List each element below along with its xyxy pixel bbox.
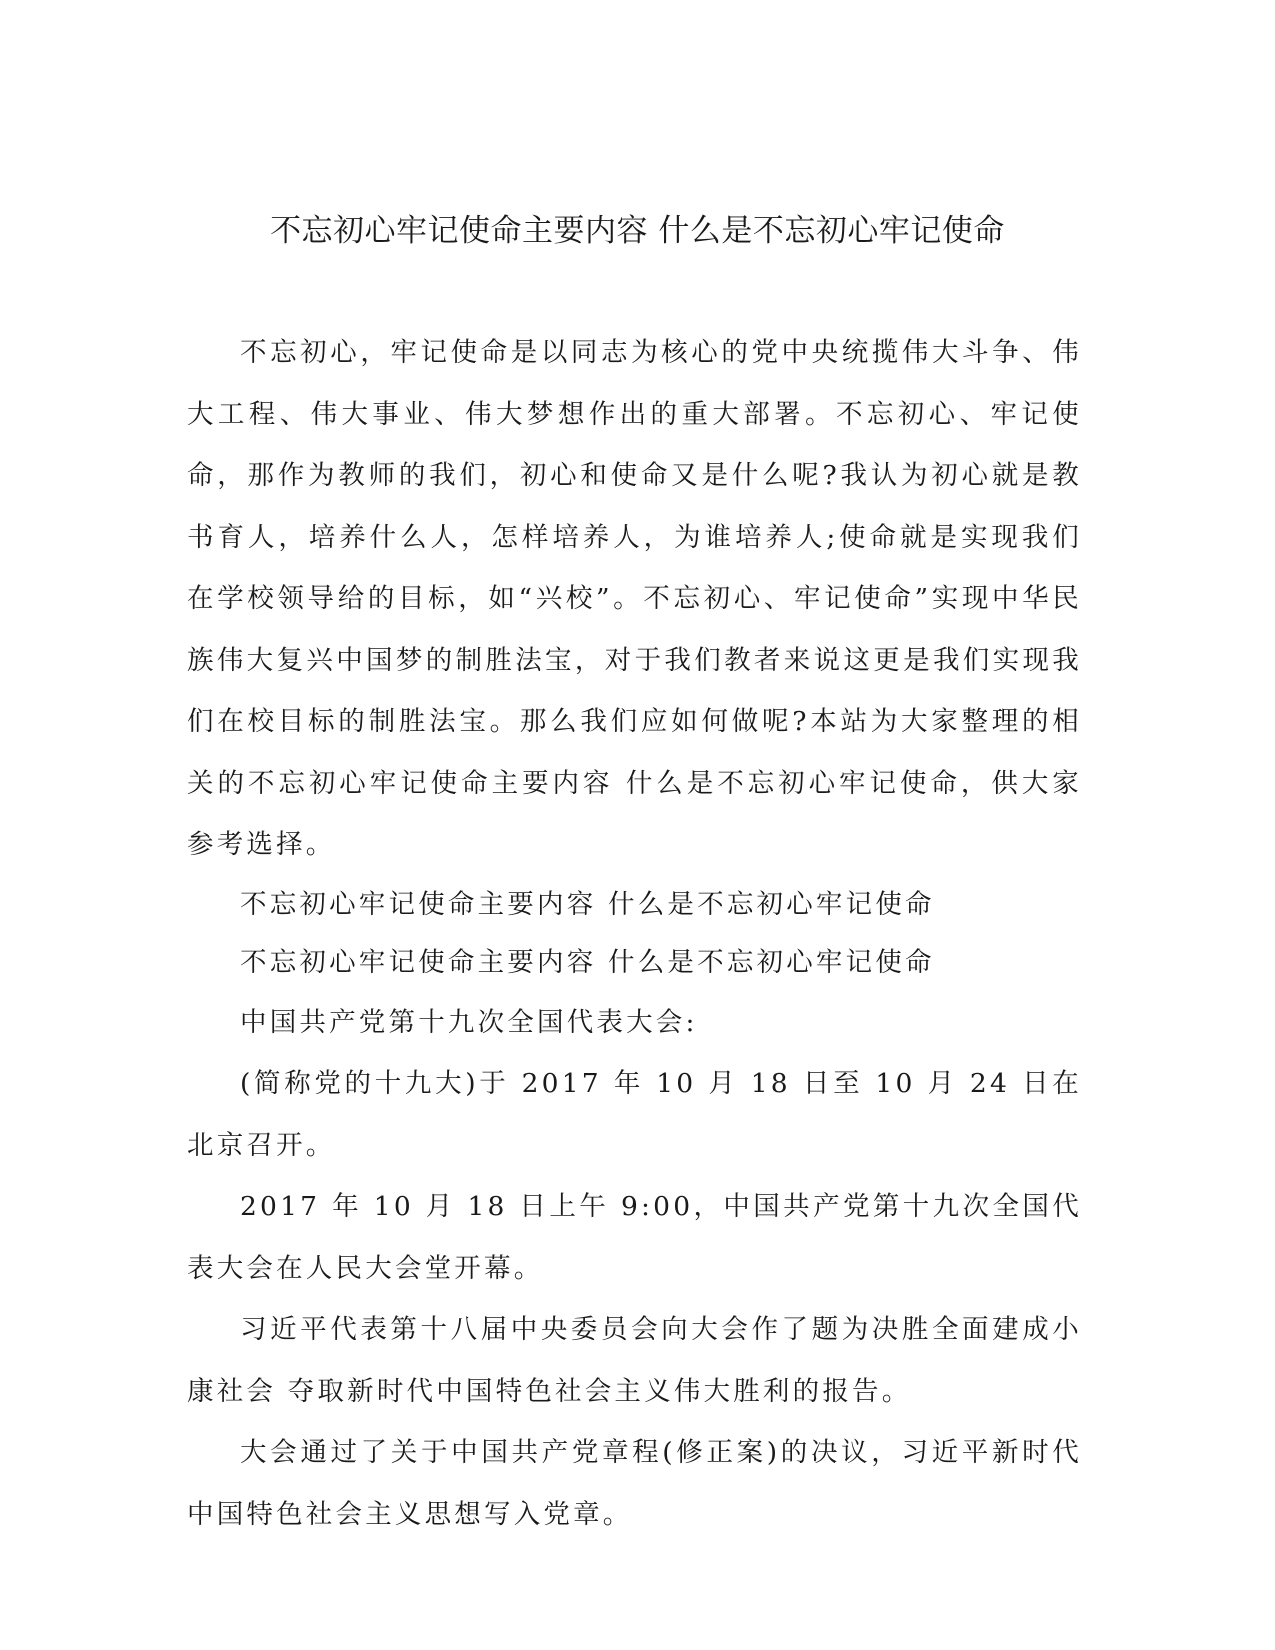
paragraph-report: 习近平代表第十八届中央委员会向大会作了题为决胜全面建成小康社会 夺取新时代中国特色社会主义伟大胜利的报告。 — [187, 1314, 1082, 1407]
paragraph-subtitle-1: 不忘初心牢记使命主要内容 什么是不忘初心牢记使命 — [240, 888, 935, 920]
paragraph-congress-heading: 中国共产党第十九次全国代表大会: — [240, 1006, 698, 1038]
paragraph-subtitle-2: 不忘初心牢记使命主要内容 什么是不忘初心牢记使命 — [240, 946, 935, 978]
paragraph-congress-dates: (简称党的十九大)于 2017 年 10 月 18 日至 10 月 24 日在北京召开。 — [187, 1068, 1082, 1161]
document-title: 不忘初心牢记使命主要内容 什么是不忘初心牢记使命 — [270, 213, 1005, 249]
paragraph-opening: 2017 年 10 月 18 日上午 9:00，中国共产党第十九次全国代表大会在人民大会堂开幕。 — [187, 1191, 1082, 1284]
document-body — [187, 322, 1082, 1545]
paragraph-intro: 不忘初心，牢记使命是以同志为核心的党中央统揽伟大斗争、伟大工程、伟大事业、伟大梦想作出的重大部署。不忘初心、牢记使命，那作为教师的我们，初心和使命又是什么呢?我认为初心就是教书育人，培养什么人，怎样培养人，为谁培养人;使命就是实现我们在学校领导给的目标，如“兴校”。不忘初心、牢记使命”实现中华民族伟大复兴中国梦的制胜法宝，对于我们教者来说这更是我们实现我们在校目标的制胜法宝。那么我们应如何做呢?本站为大家整理的相关的不忘初心牢记使命主要内容 什么是不忘初心牢记使命，供大家参考选择。 — [187, 337, 1082, 860]
paragraph-resolution: 大会通过了关于中国共产党章程(修正案)的决议，习近平新时代中国特色社会主义思想写入党章。 — [187, 1437, 1082, 1530]
